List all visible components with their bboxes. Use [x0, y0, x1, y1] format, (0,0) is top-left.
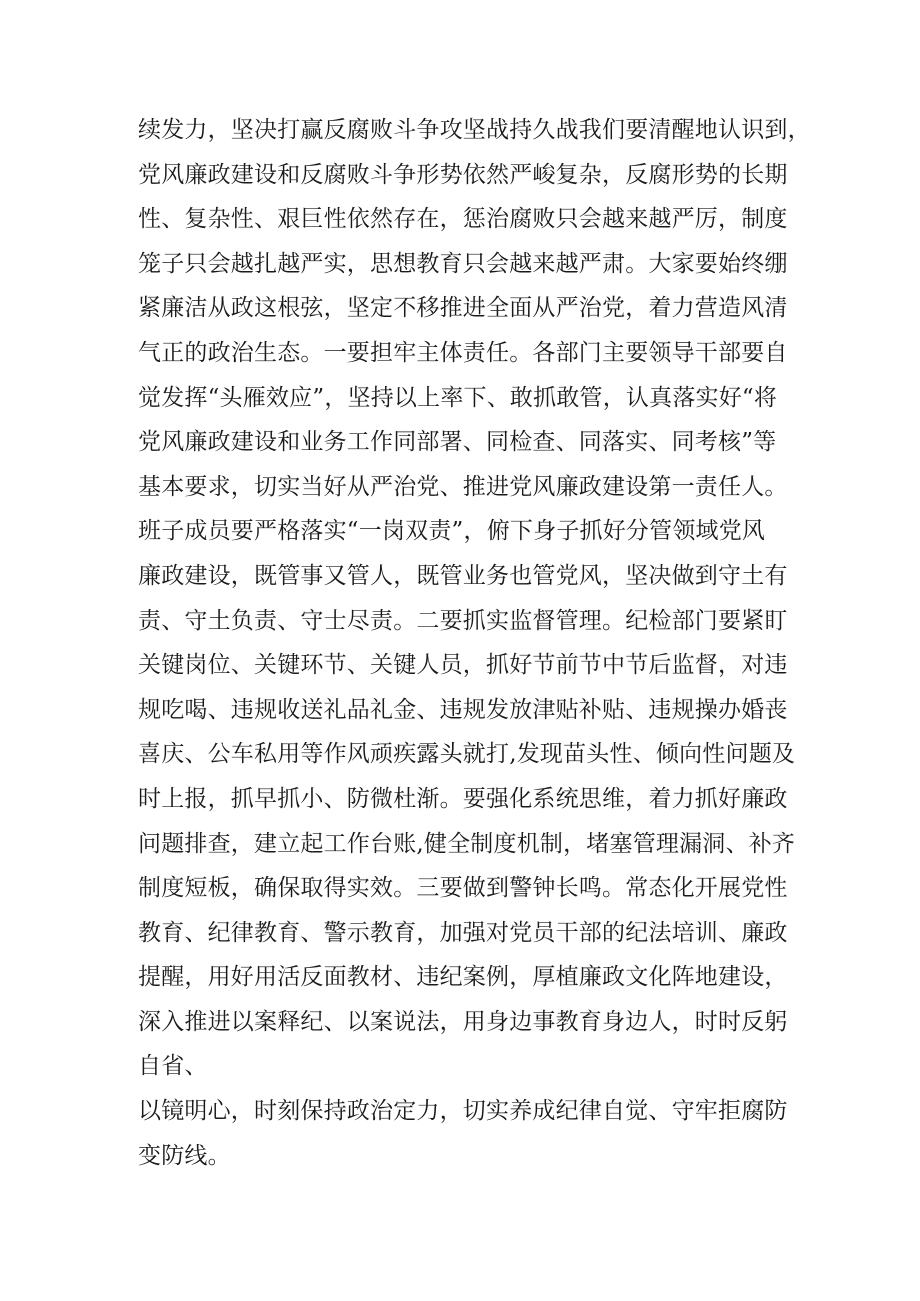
text-line: 责、守土负责、守士尽责。二要抓实监督管理。纪检部门要紧盯 [138, 607, 788, 634]
text-line: 深入推进以案释纪、以案说法，用身边事教育身边人，时时反躬 [138, 1008, 788, 1035]
text-line: 党风廉政建设和反腐败斗争形势依然严峻复杂，反腐形势的长期 [138, 161, 788, 188]
text-line: 紧廉洁从政这根弦，坚定不移推进全面从严治党，着力营造风清 [138, 295, 788, 322]
text-line: 喜庆、公车私用等作风顽疾露头就打,发现苗头性、倾向性问题及 [138, 741, 796, 768]
text-line: 班子成员要严格落实“一岗双责”，俯下身子抓好分管领域党风 [138, 518, 766, 545]
text-line: 基本要求，切实当好从严治党、推进党风廉政建设第一责任人。 [138, 473, 788, 500]
text-line: 变防线。 [138, 1142, 231, 1169]
text-line: 关键岗位、关键环节、关键人员，抓好节前节中节后监督，对违 [138, 652, 788, 679]
text-line: 党风廉政建设和业务工作同部署、同检查、同落实、同考核”等 [138, 429, 777, 456]
text-line: 气正的政治生态。一要担牢主体责任。各部门主要领导干部要自 [138, 339, 788, 366]
text-line: 续发力，坚决打赢反腐败斗争攻坚战持久战我们要清醒地认识到， [138, 117, 811, 143]
text-line: 问题排查，建立起工作台账,健全制度机制，堵塞管理漏洞、补齐 [138, 830, 796, 857]
text-line: 自省、 [138, 1053, 208, 1080]
body-paragraph [138, 108, 811, 1178]
text-line: 时上报，抓早抓小、防微杜渐。要强化系统思维，着力抓好廉政 [138, 785, 788, 812]
text-line: 以镜明心，时刻保持政治定力，切实养成纪律自觉、守牢拒腐防 [138, 1098, 788, 1125]
text-line: 觉发挥“头雁效应”，坚持以上率下、敢抓敢管，认真落实好“将 [138, 384, 778, 411]
text-line: 教育、纪律教育、警示教育，加强对党员干部的纪法培训、廉政 [138, 919, 788, 946]
text-line: 笼子只会越扎越严实，思想教育只会越来越严肃。大家要始终绷 [138, 250, 788, 277]
text-line: 性、复杂性、艰巨性依然存在，惩治腐败只会越来越严厉，制度 [138, 206, 788, 233]
text-line: 提醒，用好用活反面教材、违纪案例，厚植廉政文化阵地建设， [138, 964, 788, 991]
text-line: 廉政建设，既管事又管人，既管业务也管党风，坚决做到守土有 [138, 562, 788, 589]
text-line: 规吃喝、违规收送礼品礼金、违规发放津贴补贴、违规操办婚丧 [138, 696, 788, 723]
text-line: 制度短板，确保取得实效。三要做到警钟长鸣。常态化开展党性 [138, 875, 788, 902]
